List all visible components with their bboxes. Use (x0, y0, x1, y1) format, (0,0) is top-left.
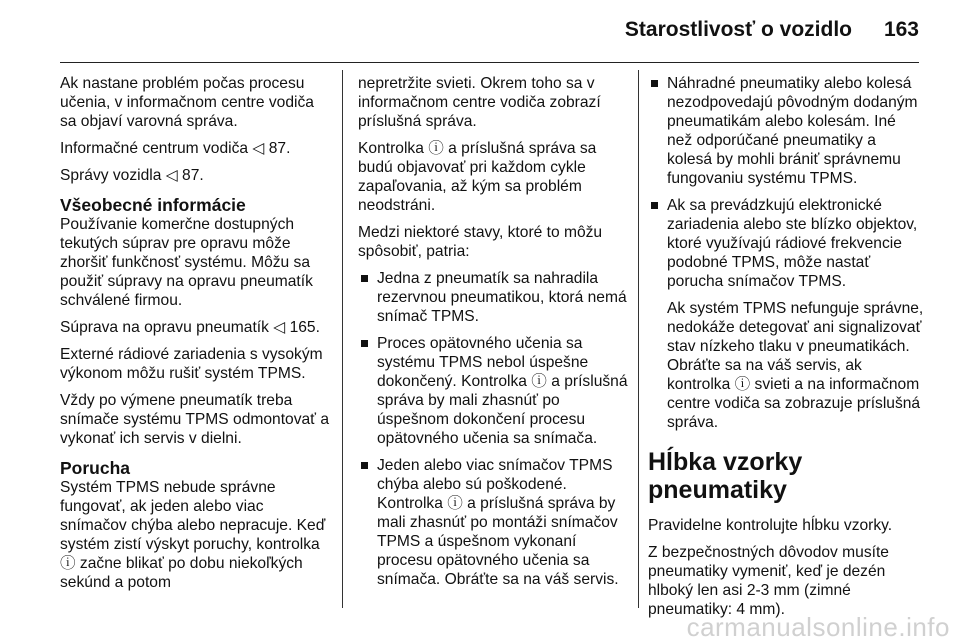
paragraph: Externé rádiové zariadenia s vysokým výkonom môžu rušiť systém TPMS. (60, 346, 323, 382)
column-divider-2 (638, 70, 639, 608)
header-divider (60, 62, 919, 63)
list-item: Ak sa prevádzkujú elektronické zariadenia alebo ste blízko objektov, ktoré využívajú rádiové frekvencie podobné TPMS, môže nastať porucha snímačov TPMS. (648, 196, 924, 291)
paragraph: Pravidelne kontrolujte hĺbku vzorky. (648, 517, 893, 534)
page-number: 163 (883, 18, 919, 41)
cross-reference[interactable]: Informačné centrum vodiča ◁ 87. (60, 140, 291, 157)
paragraph: Ak nastane problém počas procesu učenia, v informačnom centre vodiča sa objaví varovná správa. (60, 75, 314, 130)
page-header (0, 0, 960, 60)
paragraph: Vždy po výmene pneumatík treba snímače systému TPMS odmontovať a vykonať ich servis v dielni. (60, 392, 330, 447)
paragraph: nepretržite svieti. Okrem toho sa v informačnom centre vodiča zobrazí príslušná správa. (358, 75, 601, 130)
column-divider-1 (342, 70, 343, 608)
indented-paragraph: Ak systém TPMS nefunguje správne, nedokáže detegovať ani signalizovať stav nízkeho tlaku v pneumatikách. Obráťte sa na váš servis, ak kontrolka ⓘ svieti a na informačnom centre vodiča sa zobrazuje príslušná správa. (667, 300, 924, 431)
column-1 (60, 74, 330, 600)
list-item: Jeden alebo viac snímačov TPMS chýba alebo sú poškodené. Kontrolka ⓘ a príslušná správa by mali zhasnúť po montáži snímačov TPMS a úspešnom vykonaní procesu opätovného učenia sa snímača. Obráťte sa na váš servis. (358, 456, 630, 589)
section-heading-general: Všeobecné informácie (60, 195, 246, 215)
watermark: carmanualsonline.info (686, 612, 950, 642)
section-heading-fault: Porucha (60, 458, 131, 478)
column-3 (648, 74, 924, 627)
list-item: Náhradné pneumatiky alebo kolesá nezodpovedajú pôvodným dodaným pneumatikám alebo kolesám. Iné než odporúčané pneumatiky a kolesá by mohli brániť správnemu fungovaniu systému TPMS. (648, 74, 924, 188)
section-heading-tread-depth: Hĺbka vzorky pneumatiky (648, 448, 803, 504)
cross-reference[interactable]: Správy vozidla ◁ 87. (60, 167, 204, 184)
paragraph: Kontrolka ⓘ a príslušná správa sa budú objavovať pri každom cykle zapaľovania, až kým sa problém neodstráni. (358, 140, 597, 214)
paragraph: Systém TPMS nebude správne fungovať, ak jeden alebo viac snímačov chýba alebo nepracuje. Keď systém zistí výskyt poruchy, kontrolka ⓘ začne blikať po dobu niekoľkých sekúnd a potom (60, 479, 326, 591)
cause-list (358, 269, 630, 589)
cross-reference[interactable]: Súprava na opravu pneumatík ◁ 165. (60, 319, 320, 336)
list-item: Proces opätovného učenia sa systému TPMS nebol úspešne dokončený. Kontrolka ⓘ a príslušná správa by mali zhasnúť po úspešnom dokončení procesu opätovného učenia sa snímača. (358, 334, 630, 448)
paragraph: Používanie komerčne dostupných tekutých súprav pre opravu môže zhoršiť funkčnosť systému. Môžu sa použiť súpravy na opravu pneumatík schválené firmou. (60, 216, 313, 309)
column-2 (358, 74, 630, 597)
paragraph: Medzi niektoré stavy, ktoré to môžu spôsobiť, patria: (358, 224, 603, 260)
cause-list-continued (648, 74, 924, 291)
list-item: Jedna z pneumatík sa nahradila rezervnou pneumatikou, ktorá nemá snímač TPMS. (358, 269, 630, 326)
page-title: Starostlivosť o vozidlo (624, 18, 852, 41)
paragraph: Z bezpečnostných dôvodov musíte pneumatiky vymeniť, keď je dezén hlboký len asi 2-3 mm (zimné pneumatiky: 4 mm). (648, 544, 889, 618)
